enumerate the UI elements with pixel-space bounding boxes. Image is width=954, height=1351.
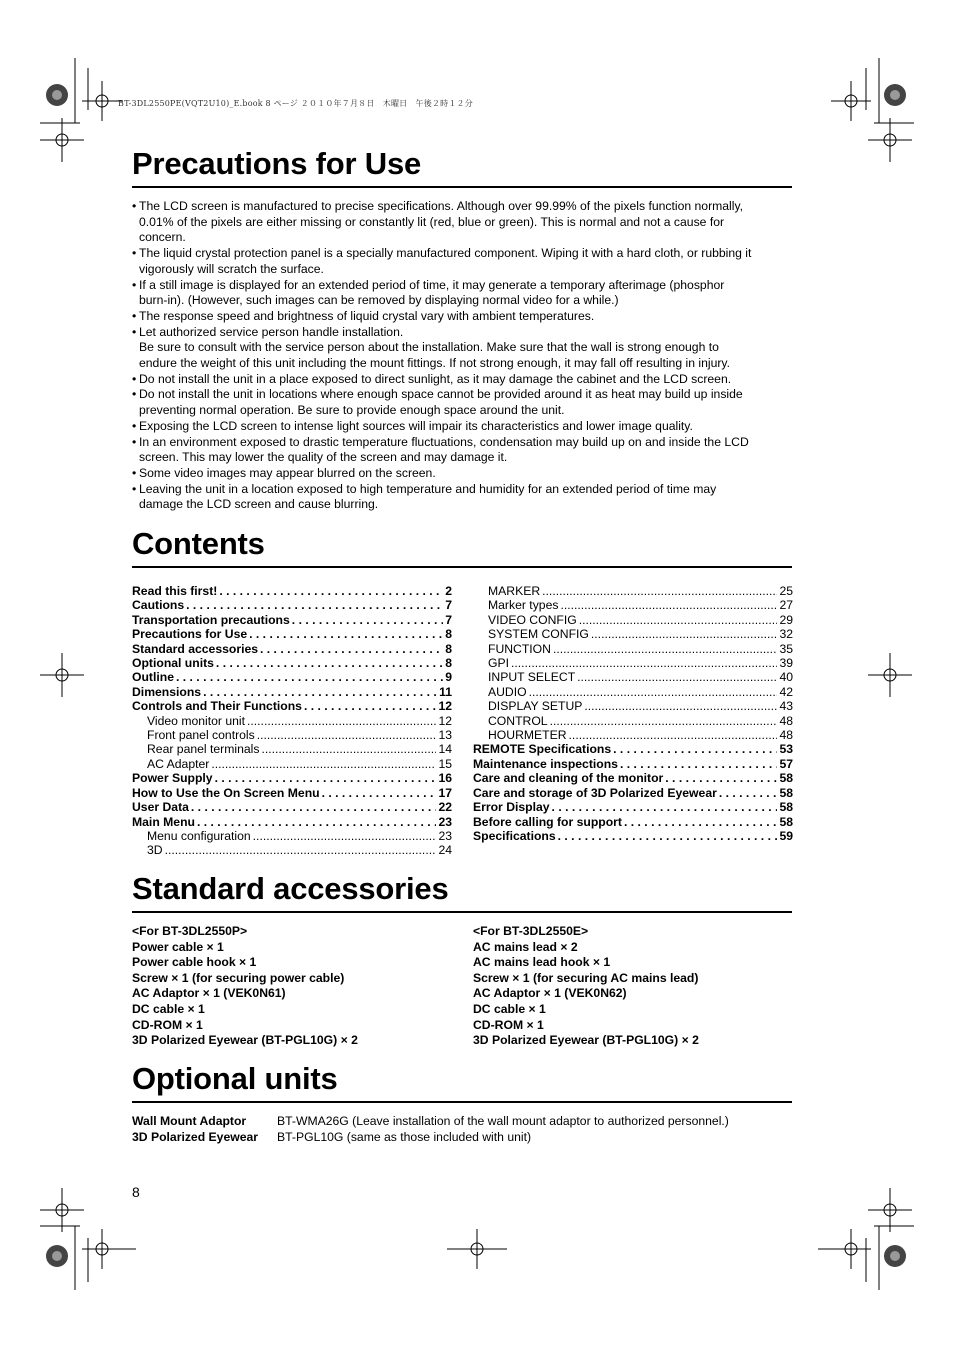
toc-entry-label: GPI — [488, 656, 509, 671]
precaution-line: The LCD screen is manufactured to precise specifications. Although over 99.99% of the pixels function normally, — [139, 199, 744, 213]
toc-entry[interactable] — [132, 598, 452, 612]
precaution-item — [132, 435, 796, 466]
toc-entry-label: Cautions — [132, 598, 185, 613]
toc-entry-label: Dimensions — [132, 684, 202, 699]
precaution-item — [132, 246, 796, 277]
toc-leader-dots — [165, 843, 437, 857]
toc-entry-page: 12 — [438, 713, 452, 728]
toc-entry-label: Power Supply — [132, 771, 213, 786]
precaution-line: Be sure to consult with the service person about the installation. Make sure that the wall is strong enough to — [139, 340, 719, 355]
toc-entry[interactable] — [132, 757, 452, 771]
bullet-dot: • — [132, 246, 137, 261]
toc-entry[interactable] — [473, 584, 793, 598]
toc-entry[interactable] — [473, 699, 793, 713]
toc-entry-label: CONTROL — [488, 713, 548, 728]
toc-leader-dots — [219, 584, 443, 598]
toc-leader-dots — [257, 728, 437, 742]
optional-unit-name: Wall Mount Adaptor — [132, 1114, 247, 1128]
toc-entry-label: Video monitor unit — [147, 713, 246, 728]
bullet-dot: • — [132, 308, 137, 323]
optional-unit-description: BT-WMA26G (Leave installation of the wall mount adaptor to authorized personnel.) — [277, 1114, 729, 1128]
accessory-model-heading: <For BT-3DL2550P> — [132, 924, 248, 938]
toc-leader-dots — [322, 786, 437, 800]
toc-leader-dots — [247, 714, 436, 728]
toc-entry-label: HOURMETER — [488, 728, 567, 743]
precaution-line: vigorously will scratch the surface. — [139, 261, 324, 276]
precaution-line: damage the LCD screen and cause blurring. — [139, 497, 379, 512]
precaution-line: Exposing the LCD screen to intense light sources will impair its characteristics and lower image quality. — [139, 418, 693, 433]
toc-entry-page: 39 — [779, 656, 793, 671]
toc-leader-dots — [552, 800, 778, 814]
accessory-item: 3D Polarized Eyewear (BT-PGL10G) × 2 — [473, 1033, 699, 1048]
toc-entry[interactable] — [132, 771, 452, 785]
print-header: BT-3DL2550PE(VQT2U10)_E.book 8 ページ ２０１０年７月８日 木曜日 午後２時１２分 — [118, 99, 473, 108]
toc-entry[interactable] — [132, 656, 452, 670]
toc-leader-dots — [261, 742, 436, 756]
optional-unit-name: 3D Polarized Eyewear — [132, 1129, 258, 1144]
optional-unit-row — [132, 1114, 729, 1130]
bullet-dot: • — [132, 324, 137, 339]
toc-leader-dots — [553, 642, 777, 656]
toc-entry-page: 35 — [779, 641, 793, 656]
toc-entry-page: 23 — [438, 828, 452, 843]
toc-entry-page: 48 — [779, 728, 793, 743]
accessory-item: DC cable × 1 — [473, 1001, 546, 1016]
toc-entry-page: 15 — [438, 756, 452, 771]
precaution-item — [132, 387, 796, 418]
toc-entry-page: 13 — [438, 728, 452, 743]
toc-entry-label: Error Display — [473, 800, 550, 815]
toc-entry-page: 29 — [779, 612, 793, 627]
accessory-item: AC mains lead × 2 — [473, 939, 578, 954]
page-number: 8 — [132, 1184, 140, 1200]
bullet-dot: • — [132, 418, 137, 433]
accessory-item: 3D Polarized Eyewear (BT-PGL10G) × 2 — [132, 1033, 358, 1048]
toc-entry-page: 53 — [779, 742, 793, 757]
contents-rule — [132, 566, 792, 568]
toc-entry-page: 48 — [779, 713, 793, 728]
toc-entry[interactable] — [473, 627, 793, 641]
toc-entry-label: How to Use the On Screen Menu — [132, 785, 320, 800]
toc-entry-label: DISPLAY SETUP — [488, 699, 583, 714]
toc-entry-label: Optional units — [132, 656, 214, 671]
precautions-title: Precautions for Use — [132, 146, 422, 181]
precaution-line: preventing normal operation. Be sure to provide enough space around the unit. — [139, 403, 565, 418]
toc-entry[interactable] — [132, 800, 452, 814]
toc-entry[interactable] — [132, 786, 452, 800]
toc-entry-page: 2 — [445, 584, 452, 598]
toc-leader-dots — [569, 728, 778, 742]
precaution-item — [132, 482, 796, 513]
toc-entry[interactable] — [473, 786, 793, 800]
toc-entry[interactable] — [132, 742, 452, 756]
toc-leader-dots — [197, 815, 436, 829]
toc-entry[interactable] — [473, 815, 793, 829]
accessory-item: Screw × 1 (for securing power cable) — [132, 970, 345, 985]
precaution-line: 0.01% of the pixels are either missing or constantly lit (red, blue or green). This is normal and not a cause for — [139, 214, 725, 229]
toc-entry-page: 40 — [779, 670, 793, 685]
toc-entry-label: Controls and Their Functions — [132, 699, 302, 714]
toc-entry-page: 14 — [438, 742, 452, 757]
toc-entry[interactable] — [132, 699, 452, 713]
toc-entry[interactable] — [132, 642, 452, 656]
toc-entry[interactable] — [473, 728, 793, 742]
precaution-line: The response speed and brightness of liquid crystal vary with ambient temperatures. — [139, 308, 595, 323]
toc-entry-label: VIDEO CONFIG — [488, 612, 577, 627]
toc-leader-dots — [577, 670, 777, 684]
toc-leader-dots — [613, 742, 777, 756]
toc-entry-label: Menu configuration — [147, 828, 251, 843]
toc-entry-page: 11 — [439, 684, 452, 699]
toc-entry-label: Transportation precautions — [132, 612, 290, 627]
toc-entry-label: Standard accessories — [132, 641, 259, 656]
bullet-dot: • — [132, 371, 137, 386]
toc-entry[interactable] — [473, 642, 793, 656]
toc-entry-page: 12 — [438, 699, 452, 714]
toc-entry-page: 9 — [445, 670, 452, 685]
bullet-dot: • — [132, 199, 137, 213]
toc-entry[interactable] — [473, 714, 793, 728]
optional-unit-description: BT-PGL10G (same as those included with unit) — [277, 1129, 532, 1144]
precaution-line: If a still image is displayed for an extended period of time, it may generate a temporary afterimage (phosphor — [139, 277, 725, 292]
toc-leader-dots — [624, 815, 777, 829]
precautions-list — [132, 199, 796, 513]
toc-leader-dots — [542, 584, 777, 598]
toc-leader-dots — [620, 757, 778, 771]
toc-entry-page: 58 — [779, 785, 793, 800]
accessory-item: AC Adaptor × 1 (VEK0N61) — [132, 986, 286, 1001]
toc-leader-dots — [292, 613, 443, 627]
toc-entry-label: FUNCTION — [488, 641, 551, 656]
standard-accessories-rule — [132, 911, 792, 913]
optional-units-title: Optional units — [132, 1061, 338, 1096]
precaution-line: The liquid crystal protection panel is a specially manufactured component. Wiping it with a hard cloth, or rubbing it — [139, 246, 752, 261]
toc-leader-dots — [579, 613, 778, 627]
toc-entry-page: 32 — [779, 627, 793, 642]
toc-entry[interactable] — [473, 800, 793, 814]
optional-unit-row — [132, 1130, 729, 1146]
toc-entry-page: 8 — [445, 656, 452, 671]
precaution-line: burn-in). (However, such images can be removed by displaying normal video for a while.) — [139, 293, 619, 308]
accessory-item: Power cable hook × 1 — [132, 955, 257, 970]
toc-entry-label: Front panel controls — [147, 728, 255, 743]
optional-units-rule — [132, 1101, 792, 1103]
precaution-item — [132, 325, 796, 372]
toc-entry-page: 42 — [779, 684, 793, 699]
accessories-right-column — [473, 924, 803, 1049]
accessory-item: AC mains lead hook × 1 — [473, 955, 611, 970]
toc-entry[interactable] — [132, 613, 452, 627]
toc-entry-label: AC Adapter — [147, 756, 210, 771]
toc-entry-page: 7 — [445, 598, 452, 613]
toc-entry-label: Marker types — [488, 598, 559, 613]
toc-entry-label: AUDIO — [488, 684, 527, 699]
accessory-item: CD-ROM × 1 — [132, 1017, 203, 1032]
toc-entry[interactable] — [473, 757, 793, 771]
toc-entry[interactable] — [132, 584, 452, 598]
toc-leader-dots — [191, 800, 437, 814]
toc-entry-label: Care and cleaning of the monitor — [473, 771, 664, 786]
accessory-item: DC cable × 1 — [132, 1001, 205, 1016]
toc-leader-dots — [560, 598, 777, 612]
toc-entry[interactable] — [473, 656, 793, 670]
toc-entry-label: MARKER — [488, 584, 541, 598]
toc-entry[interactable] — [132, 815, 452, 829]
bullet-dot: • — [132, 465, 137, 480]
toc-entry[interactable] — [132, 714, 452, 728]
toc-left-column — [132, 584, 452, 858]
precaution-item — [132, 372, 796, 388]
toc-entry-page: 25 — [779, 584, 793, 598]
toc-leader-dots — [529, 685, 778, 699]
toc-leader-dots — [215, 771, 437, 785]
bullet-dot: • — [132, 277, 137, 292]
toc-leader-dots — [216, 656, 443, 670]
toc-entry[interactable] — [473, 670, 793, 684]
toc-entry[interactable] — [473, 742, 793, 756]
toc-entry-page: 58 — [779, 814, 793, 829]
precaution-item — [132, 278, 796, 309]
precaution-line: Leaving the unit in a location exposed to high temperature and humidity for an extended period of time may — [139, 481, 717, 496]
toc-entry-label: SYSTEM CONFIG — [488, 627, 589, 642]
toc-entry-page: 7 — [445, 612, 452, 627]
precaution-line: screen. This may lower the quality of the screen and may damage it. — [139, 450, 508, 465]
precaution-item — [132, 309, 796, 325]
accessory-item: AC Adaptor × 1 (VEK0N62) — [473, 986, 627, 1001]
standard-accessories-title: Standard accessories — [132, 871, 449, 906]
toc-entry[interactable] — [473, 685, 793, 699]
toc-entry-label: Rear panel terminals — [147, 742, 260, 757]
precaution-item — [132, 466, 796, 482]
toc-leader-dots — [558, 829, 778, 843]
precaution-line: endure the weight of this unit including the mount fittings. If not strong enough, it may fall off resulting in injury. — [139, 356, 730, 371]
precaution-line: Let authorized service person handle installation. — [139, 324, 404, 339]
toc-entry-page: 57 — [779, 756, 793, 771]
optional-units-list — [132, 1114, 729, 1146]
toc-leader-dots — [511, 656, 777, 670]
toc-entry-page: 17 — [438, 785, 452, 800]
toc-entry-page: 24 — [438, 843, 452, 858]
accessory-item: Screw × 1 (for securing AC mains lead) — [473, 970, 699, 985]
toc-entry-label: User Data — [132, 800, 189, 815]
precaution-item — [132, 419, 796, 435]
toc-entry-label: Specifications — [473, 828, 556, 843]
toc-entry[interactable] — [473, 598, 793, 612]
toc-entry[interactable] — [132, 829, 452, 843]
toc-entry-page: 22 — [438, 800, 452, 815]
precaution-line: Do not install the unit in a place exposed to direct sunlight, as it may damage the cabinet and the LCD screen. — [139, 371, 732, 386]
toc-right-column — [473, 584, 793, 843]
toc-entry-page: 16 — [438, 771, 452, 786]
contents-title: Contents — [132, 526, 265, 561]
toc-entry-page: 59 — [779, 828, 793, 843]
toc-leader-dots — [203, 685, 437, 699]
toc-leader-dots — [584, 699, 777, 713]
toc-entry-page: 8 — [445, 641, 452, 656]
precaution-line: Do not install the unit in locations where enough space cannot be provided around it as heat may build up inside — [139, 387, 743, 402]
toc-entry-page: 27 — [779, 598, 793, 613]
toc-entry-label: Before calling for support — [473, 814, 622, 829]
bullet-dot: • — [132, 387, 137, 402]
toc-entry-page: 58 — [779, 771, 793, 786]
toc-leader-dots — [591, 627, 778, 641]
toc-entry-label: Precautions for Use — [132, 627, 248, 642]
toc-leader-dots — [249, 627, 443, 641]
toc-entry[interactable] — [473, 771, 793, 785]
toc-leader-dots — [211, 757, 436, 771]
toc-entry-label: INPUT SELECT — [488, 670, 576, 685]
toc-leader-dots — [550, 714, 778, 728]
toc-entry[interactable] — [132, 728, 452, 742]
precaution-line: Some video images may appear blurred on the screen. — [139, 465, 436, 480]
toc-entry-page: 58 — [779, 800, 793, 815]
toc-leader-dots — [253, 829, 437, 843]
toc-entry[interactable] — [132, 670, 452, 684]
toc-leader-dots — [260, 642, 443, 656]
toc-entry[interactable] — [473, 829, 793, 843]
toc-leader-dots — [719, 786, 778, 800]
toc-entry-label: Maintenance inspections — [473, 756, 618, 771]
toc-entry-label: Care and storage of 3D Polarized Eyewear — [473, 785, 717, 800]
toc-entry-label: 3D — [147, 843, 163, 858]
toc-entry-label: Read this first! — [132, 584, 218, 598]
accessory-item: CD-ROM × 1 — [473, 1017, 544, 1032]
bullet-dot: • — [132, 434, 137, 449]
precaution-line: In an environment exposed to drastic temperature fluctuations, condensation may build up on and inside the LCD — [139, 434, 749, 449]
precaution-line: concern. — [139, 230, 186, 245]
toc-entry-label: Main Menu — [132, 814, 195, 829]
precautions-rule — [132, 186, 792, 188]
toc-entry-page: 23 — [438, 814, 452, 829]
toc-leader-dots — [665, 771, 777, 785]
precaution-item — [132, 199, 796, 246]
toc-entry[interactable] — [132, 685, 452, 699]
toc-entry-page: 8 — [445, 627, 452, 642]
accessories-left-column — [132, 924, 462, 1049]
accessory-model-heading: <For BT-3DL2550E> — [473, 924, 589, 938]
toc-entry[interactable] — [473, 613, 793, 627]
toc-leader-dots — [186, 598, 443, 612]
toc-leader-dots — [176, 670, 443, 684]
toc-entry[interactable] — [132, 627, 452, 641]
accessory-item: Power cable × 1 — [132, 939, 224, 954]
toc-entry-label: REMOTE Specifications — [473, 742, 612, 757]
toc-entry-page: 43 — [779, 699, 793, 714]
toc-entry-label: Outline — [132, 670, 174, 685]
bullet-dot: • — [132, 481, 137, 496]
toc-entry[interactable] — [132, 843, 452, 857]
toc-leader-dots — [304, 699, 436, 713]
